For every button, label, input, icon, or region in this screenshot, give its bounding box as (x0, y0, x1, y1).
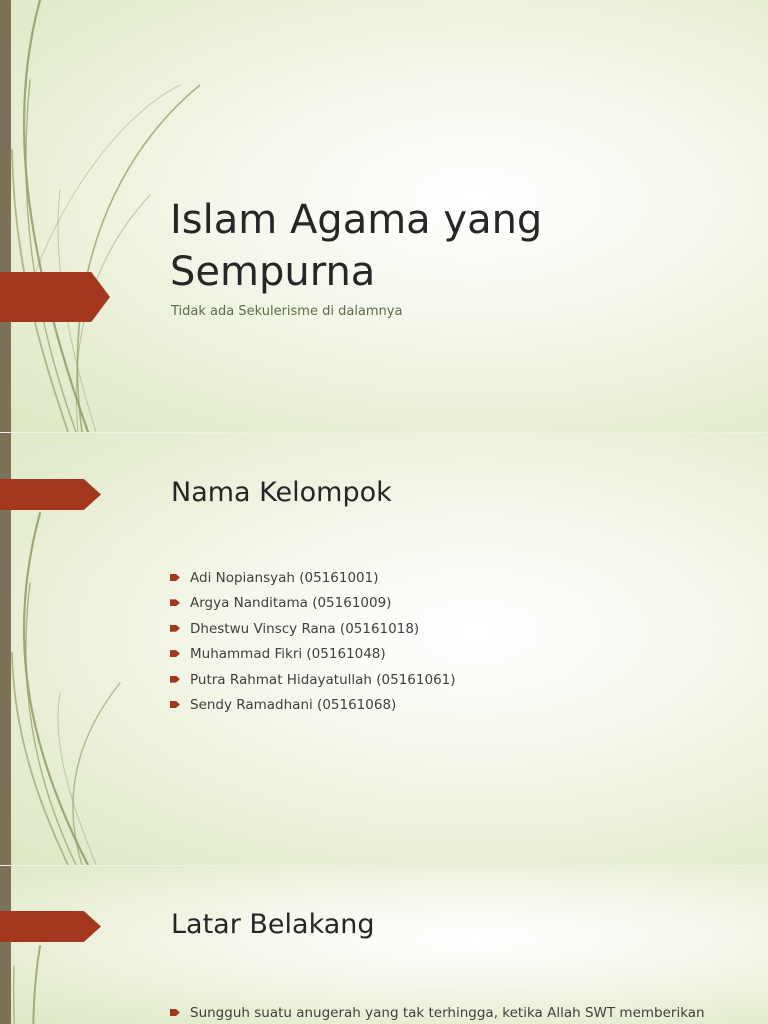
arrow-bullet-icon (170, 676, 180, 683)
member-list (170, 568, 456, 720)
title-line-1: Islam Agama yang (170, 197, 543, 243)
list-item (170, 695, 456, 720)
member-name: Sendy Ramadhani (05161068) (190, 696, 397, 713)
slide-heading: Latar Belakang (171, 909, 375, 940)
accent-arrow-tab (0, 272, 110, 322)
content-list (170, 1003, 705, 1024)
presentation-title (170, 194, 730, 298)
arrow-bullet-icon (170, 701, 180, 708)
list-item (170, 619, 456, 644)
accent-arrow-tab (0, 911, 101, 942)
background-slide (0, 866, 768, 1024)
presentation-subtitle: Tidak ada Sekulerisme di dalamnya (171, 304, 403, 319)
list-item (170, 644, 456, 669)
title-line-2: Sempurna (170, 249, 376, 295)
member-name: Adi Nopiansyah (05161001) (190, 570, 379, 586)
list-item (170, 568, 456, 593)
list-item (170, 670, 456, 695)
title-slide (0, 0, 768, 432)
list-item (170, 593, 456, 618)
arrow-bullet-icon (170, 599, 180, 606)
member-name: Argya Nanditama (05161009) (190, 595, 392, 612)
members-slide (0, 433, 768, 865)
accent-arrow-tab (0, 479, 101, 510)
arrow-bullet-icon (170, 574, 180, 581)
member-name: Muhammad Fikri (05161048) (190, 646, 386, 663)
member-name: Dhestwu Vinscy Rana (05161018) (190, 620, 420, 637)
bullet-text: Sungguh suatu anugerah yang tak terhingga, ketika Allah SWT memberikan (190, 1005, 705, 1021)
decorative-swoosh (0, 866, 200, 1024)
list-item (170, 1003, 705, 1024)
member-name: Putra Rahmat Hidayatullah (05161061) (190, 671, 456, 688)
arrow-bullet-icon (170, 1009, 180, 1016)
slide-heading: Nama Kelompok (171, 477, 392, 508)
arrow-bullet-icon (170, 650, 180, 657)
arrow-bullet-icon (170, 625, 180, 632)
